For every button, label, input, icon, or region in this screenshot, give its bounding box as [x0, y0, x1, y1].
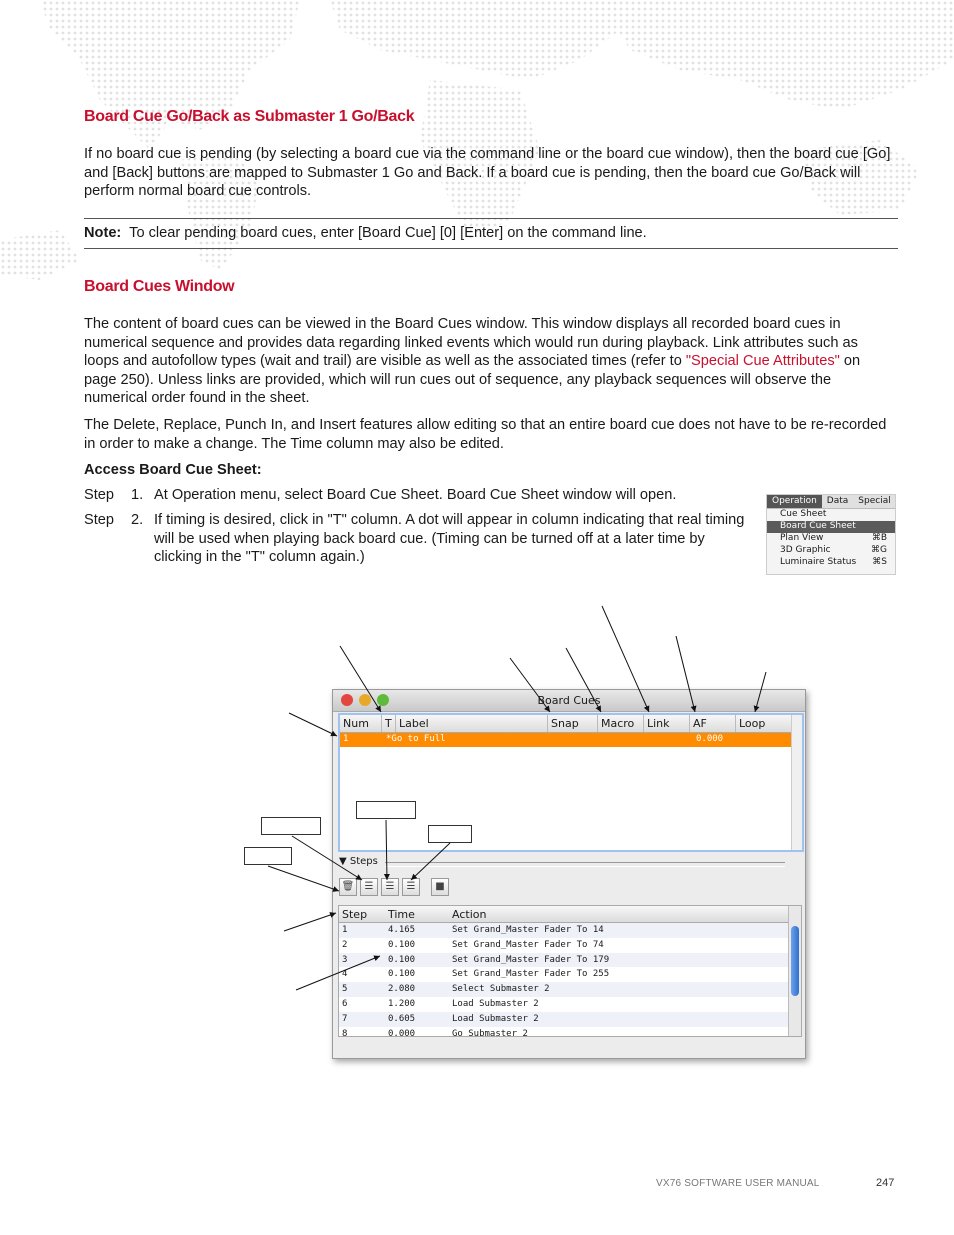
- table-row[interactable]: 2 0.100 Set Grand_Master Fader To 74: [342, 939, 604, 950]
- table-row[interactable]: 1 *Go to Full 0.000: [340, 733, 802, 747]
- col-step[interactable]: Step: [342, 908, 368, 921]
- col-link[interactable]: Link: [644, 715, 690, 732]
- paragraph: If no board cue is pending (by selecting a board cue via the command line or the board cue window), then the board cue [Go] and [Back] buttons are mapped to Submaster 1 Go and Back. If a board cue is pending, then the board cue Go/Back will perform normal board cue controls.: [84, 146, 891, 200]
- menu-item[interactable]: 3D Graphic ⌘G: [780, 545, 887, 555]
- insert-button[interactable]: ☰: [402, 878, 420, 896]
- section-heading: Board Cues Window: [84, 278, 235, 295]
- stop-button[interactable]: ■: [431, 878, 449, 896]
- step-1: Step: [84, 487, 115, 503]
- window-title: Board Cues: [537, 694, 601, 707]
- table-row[interactable]: 8 0.000 Go Submaster 2: [342, 1028, 528, 1037]
- step-text: At Operation menu, select Board Cue Sheet. Board Cue Sheet window will open.: [154, 487, 677, 503]
- menu-item[interactable]: Board Cue Sheet: [767, 521, 895, 533]
- menu-item[interactable]: Cue Sheet: [780, 509, 827, 519]
- menu-tab-operation[interactable]: Operation: [767, 495, 822, 508]
- delete-button[interactable]: 🗑: [339, 878, 357, 896]
- menu-item[interactable]: Luminaire Status ⌘S: [780, 557, 887, 567]
- menu-item[interactable]: Plan View ⌘B: [780, 533, 887, 543]
- punch-in-button[interactable]: ☰: [381, 878, 399, 896]
- col-af[interactable]: AF: [690, 715, 736, 732]
- col-action[interactable]: Action: [452, 908, 487, 921]
- note-text: To clear pending board cues, enter [Board Cue] [0] [Enter] on the command line.: [129, 225, 647, 241]
- col-snap[interactable]: Snap: [548, 715, 598, 732]
- step-2: Step: [84, 512, 115, 528]
- table-row[interactable]: 7 0.605 Load Submaster 2: [339, 1012, 801, 1027]
- table-row[interactable]: 6 1.200 Load Submaster 2: [342, 998, 539, 1009]
- step-number: 2.: [131, 512, 144, 528]
- table-row[interactable]: 3 0.100 Set Grand_Master Fader To 179: [339, 953, 801, 968]
- replace-button[interactable]: ☰: [360, 878, 378, 896]
- col-t[interactable]: T: [382, 715, 396, 732]
- col-num[interactable]: Num: [340, 715, 382, 732]
- section-heading: Board Cue Go/Back as Submaster 1 Go/Back: [84, 108, 415, 125]
- table-row[interactable]: 1 4.165 Set Grand_Master Fader To 14: [339, 923, 801, 938]
- col-macro[interactable]: Macro: [598, 715, 644, 732]
- step-text: If timing is desired, click in "T" column. A dot will appear in column indicating that real timing will be used when playing back board cue. (Timing can be turned off at a later time by clicking in the "T" column again.): [154, 512, 745, 566]
- subheading: Access Board Cue Sheet:: [84, 462, 262, 478]
- col-loop[interactable]: Loop: [736, 715, 796, 732]
- paragraph: The Delete, Replace, Punch In, and Insert features allow editing so that an entire board cue does not have to be re-recorded in order to make a change. The Time column may also be edited.: [84, 417, 887, 452]
- page-number: 247: [876, 1177, 895, 1189]
- table-row[interactable]: 4 0.100 Set Grand_Master Fader To 255: [342, 969, 610, 980]
- col-time[interactable]: Time: [388, 908, 415, 921]
- steps-toggle[interactable]: ▼ Steps: [339, 856, 378, 867]
- footer-manual-title: VX76 SOFTWARE USER MANUAL: [656, 1178, 820, 1189]
- paragraph: The content of board cues can be viewed in the Board Cues window. This window displays all recorded board cues in numerical sequence and provides data regarding linked events which would run during playback. Link attributes such as loops and autofollow types (wait and trail) are visible as well as the associated times (refer to "Special Cue Attributes" on page 250). Unless links are provided, which will run cues out of sequence, any playback sequences will observe the numerical order found in the sheet.: [84, 316, 861, 407]
- note-label: Note:: [84, 225, 122, 241]
- step-number: 1.: [131, 487, 144, 503]
- col-label[interactable]: Label: [396, 715, 548, 732]
- menu-tab-special[interactable]: Special: [858, 496, 891, 506]
- table-row[interactable]: 5 2.080 Select Submaster 2: [339, 982, 801, 997]
- menu-tab-data[interactable]: Data: [826, 496, 849, 506]
- cross-reference-link[interactable]: "Special Cue Attributes": [685, 353, 840, 370]
